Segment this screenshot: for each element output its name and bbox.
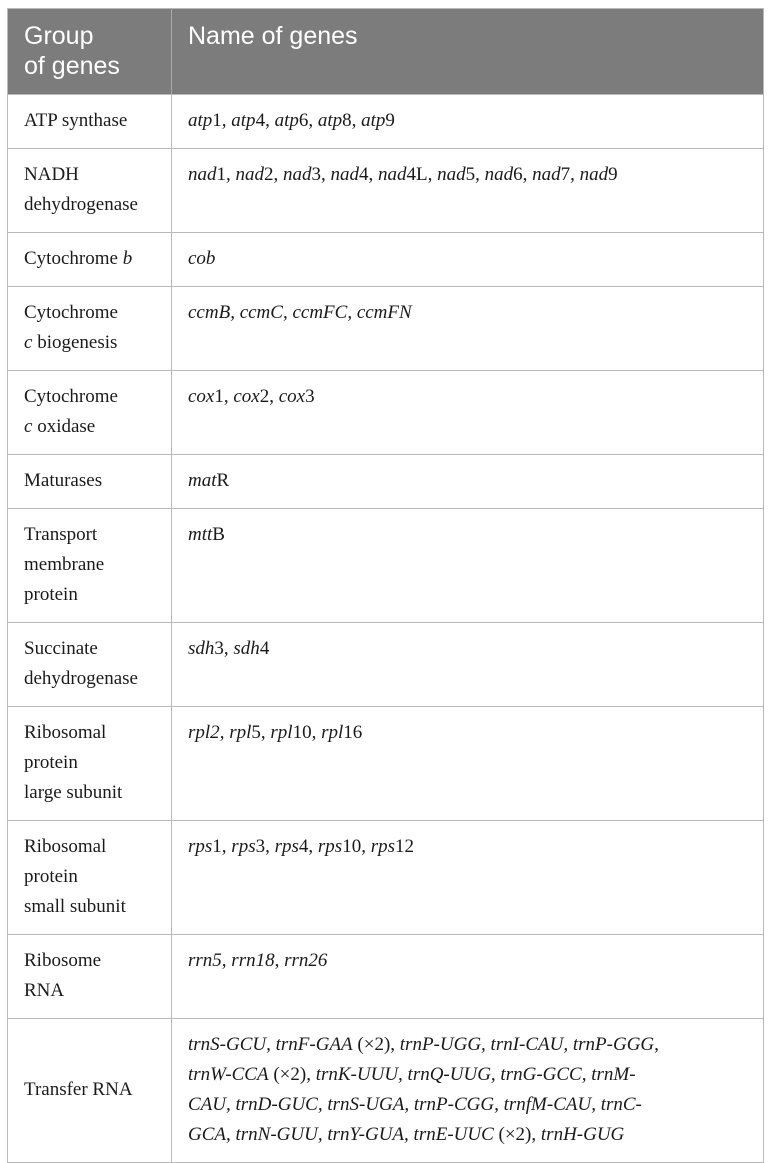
table-row (8, 935, 764, 1019)
table-row (8, 707, 764, 821)
table-row (8, 149, 764, 233)
group-cell: Transfer RNA (8, 1019, 172, 1163)
table-row (8, 455, 764, 509)
table-row (8, 623, 764, 707)
table-row (8, 95, 764, 149)
genes-cell: atp1, atp4, atp6, atp8, atp9 (172, 95, 764, 149)
genes-cell: ccmB, ccmC, ccmFC, ccmFN (172, 287, 764, 371)
table-row (8, 233, 764, 287)
group-cell: Ribosomal protein small subunit (8, 821, 172, 935)
group-cell: Ribosomal protein large subunit (8, 707, 172, 821)
group-cell: Cytochrome b (8, 233, 172, 287)
genes-cell: rrn5, rrn18, rrn26 (172, 935, 764, 1019)
group-cell: ATP synthase (8, 95, 172, 149)
group-cell: NADH dehydrogenase (8, 149, 172, 233)
header-group-of-genes: Group of genes (8, 9, 172, 95)
genes-cell: rpl2, rpl5, rpl10, rpl16 (172, 707, 764, 821)
genes-cell: sdh3, sdh4 (172, 623, 764, 707)
genes-cell: cox1, cox2, cox3 (172, 371, 764, 455)
genes-cell: rps1, rps3, rps4, rps10, rps12 (172, 821, 764, 935)
group-cell: Cytochrome c biogenesis (8, 287, 172, 371)
group-cell: Cytochrome c oxidase (8, 371, 172, 455)
table-row (8, 821, 764, 935)
table-row (8, 509, 764, 623)
group-cell: Succinate dehydrogenase (8, 623, 172, 707)
group-cell: Ribosome RNA (8, 935, 172, 1019)
group-cell: Transport membrane protein (8, 509, 172, 623)
table-row (8, 287, 764, 371)
genes-cell: trnS-GCU, trnF-GAA (×2), trnP-UGG, trnI-CAU, trnP-GGG, trnW-CCA (×2), trnK-UUU, trnQ-UUG, trnG-GCC, trnM- CAU, trnD-GUC, trnS-UGA, trnP-CGG, trnfM-CAU, trnC- GCA, trnN-GUU, trnY-GUA, trnE-UUC (×2), trnH-GUG (172, 1019, 764, 1163)
genes-cell: mttB (172, 509, 764, 623)
table-row (8, 371, 764, 455)
gene-table (7, 8, 764, 1163)
genes-cell: cob (172, 233, 764, 287)
table-header-row (8, 9, 764, 95)
genes-cell: matR (172, 455, 764, 509)
table-row (8, 1019, 764, 1163)
header-name-of-genes: Name of genes (172, 9, 764, 95)
group-cell: Maturases (8, 455, 172, 509)
genes-cell: nad1, nad2, nad3, nad4, nad4L, nad5, nad6, nad7, nad9 (172, 149, 764, 233)
